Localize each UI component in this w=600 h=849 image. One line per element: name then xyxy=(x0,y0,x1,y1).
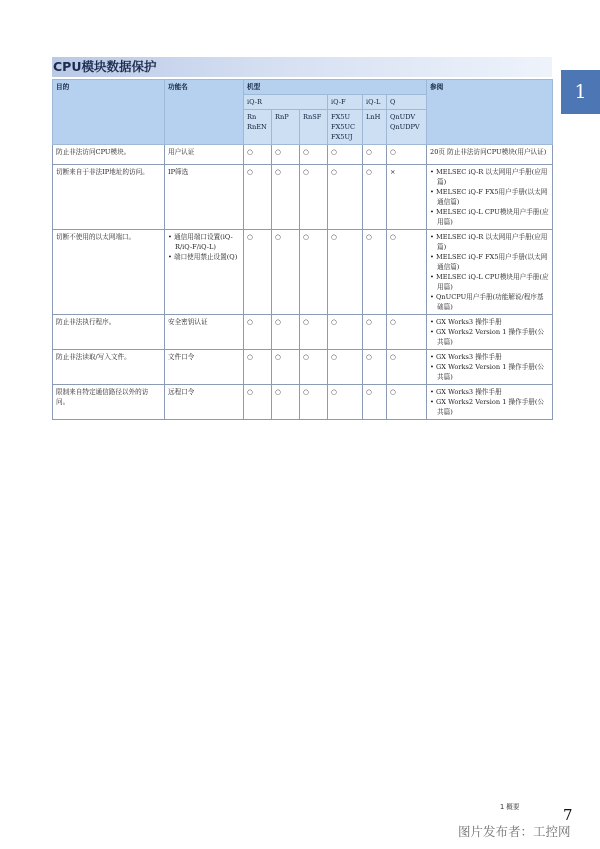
support-mark: ○ xyxy=(272,145,300,165)
support-mark: ○ xyxy=(272,230,300,315)
reference-item: • MELSEC iQ-R 以太网用户手册(应用篇) xyxy=(430,168,548,186)
model-header-fx5: FX5U FX5UC FX5UJ xyxy=(328,110,363,145)
table-row xyxy=(53,385,553,420)
col-header-function: 功能名 xyxy=(165,80,244,145)
table-row xyxy=(53,315,553,350)
support-mark: ○ xyxy=(300,230,328,315)
purpose-cell: 防止非法执行程序。 xyxy=(53,315,165,350)
model-header-lnh: LnH xyxy=(363,110,387,145)
reference-cell xyxy=(427,350,553,385)
support-mark: ○ xyxy=(272,165,300,230)
reference-item: • GX Works2 Version 1 操作手册(公共篇) xyxy=(430,398,545,416)
function-cell: 远程口令 xyxy=(165,385,244,420)
support-mark: ○ xyxy=(328,385,363,420)
watermark: 图片发布者：工控网 xyxy=(458,824,571,839)
support-mark: ○ xyxy=(387,385,427,420)
reference-item: • GX Works3 操作手册 xyxy=(430,353,502,361)
reference-link[interactable]: 20页 防止非法访问CPU模块(用户认证) xyxy=(430,148,547,156)
reference-item: • MELSEC iQ-F FX5用户手册(以太网通信篇) xyxy=(430,188,548,206)
series-header-iq-l: iQ-L xyxy=(363,95,387,110)
function-cell: 用户认证 xyxy=(165,145,244,165)
support-mark: ○ xyxy=(300,315,328,350)
purpose-cell: 防止非法读取/写入文件。 xyxy=(53,350,165,385)
unsupported-mark: × xyxy=(387,165,427,230)
support-mark: ○ xyxy=(244,230,272,315)
reference-item: • GX Works3 操作手册 xyxy=(430,318,502,326)
support-mark: ○ xyxy=(363,350,387,385)
purpose-cell: 切断来自于非法IP地址的访问。 xyxy=(53,165,165,230)
table-row xyxy=(53,230,553,315)
header-row-1 xyxy=(53,80,553,95)
col-header-model: 机型 xyxy=(244,80,427,95)
page-number: 7 xyxy=(563,806,573,824)
footer-section-label: 1 概要 xyxy=(500,803,520,811)
chapter-tab[interactable]: 1 xyxy=(561,70,600,114)
reference-item: • GX Works2 Version 1 操作手册(公共篇) xyxy=(430,328,545,346)
table-row xyxy=(53,350,553,385)
support-mark: ○ xyxy=(300,385,328,420)
series-header-iq-f: iQ-F xyxy=(328,95,363,110)
support-mark: ○ xyxy=(328,145,363,165)
data-protection-table xyxy=(52,79,553,420)
reference-item: • GX Works3 操作手册 xyxy=(430,388,502,396)
reference-item: • MELSEC iQ-R 以太网用户手册(应用篇) xyxy=(430,233,548,251)
col-header-purpose: 目的 xyxy=(53,80,165,145)
reference-cell xyxy=(427,315,553,350)
function-cell: 安全密钥认证 xyxy=(165,315,244,350)
support-mark: ○ xyxy=(387,145,427,165)
reference-cell xyxy=(427,230,553,315)
support-mark: ○ xyxy=(387,315,427,350)
model-header-rn: Rn RnEN xyxy=(244,110,272,145)
purpose-cell: 限制来自特定通信路径以外的访问。 xyxy=(53,385,165,420)
support-mark: ○ xyxy=(244,350,272,385)
reference-item: • MELSEC iQ-L CPU模块用户手册(应用篇) xyxy=(430,208,549,226)
function-cell xyxy=(165,230,244,315)
support-mark: ○ xyxy=(363,385,387,420)
support-mark: ○ xyxy=(387,350,427,385)
model-header-qnudv: QnUDV QnUDPV xyxy=(387,110,427,145)
function-cell: 文件口令 xyxy=(165,350,244,385)
function-cell: IP筛选 xyxy=(165,165,244,230)
support-mark: ○ xyxy=(363,145,387,165)
col-header-reference: 参阅 xyxy=(427,80,553,145)
support-mark: ○ xyxy=(300,350,328,385)
reference-item: • QnUCPU用户手册(功能解说/程序基础篇) xyxy=(430,293,544,311)
table-row xyxy=(53,165,553,230)
support-mark: ○ xyxy=(244,385,272,420)
support-mark: ○ xyxy=(387,230,427,315)
support-mark: ○ xyxy=(363,315,387,350)
support-mark: ○ xyxy=(300,165,328,230)
support-mark: ○ xyxy=(328,315,363,350)
support-mark: ○ xyxy=(300,145,328,165)
purpose-cell: 切断不使用的以太网端口。 xyxy=(53,230,165,315)
series-header-iq-r: iQ-R xyxy=(244,95,328,110)
section-title: CPU模块数据保护 xyxy=(53,59,157,74)
support-mark: ○ xyxy=(328,350,363,385)
support-mark: ○ xyxy=(363,165,387,230)
reference-item: • GX Works2 Version 1 操作手册(公共篇) xyxy=(430,363,545,381)
function-item: • 通信用端口设置(iQ-R/iQ-F/iQ-L) xyxy=(168,233,233,251)
reference-cell xyxy=(427,145,553,165)
reference-item: • MELSEC iQ-L CPU模块用户手册(应用篇) xyxy=(430,273,549,291)
reference-cell xyxy=(427,385,553,420)
support-mark: ○ xyxy=(328,230,363,315)
model-header-rnsf: RnSF xyxy=(300,110,328,145)
reference-cell xyxy=(427,165,553,230)
support-mark: ○ xyxy=(244,145,272,165)
support-mark: ○ xyxy=(272,315,300,350)
support-mark: ○ xyxy=(244,165,272,230)
table-row xyxy=(53,145,553,165)
support-mark: ○ xyxy=(272,385,300,420)
reference-item: • MELSEC iQ-F FX5用户手册(以太网通信篇) xyxy=(430,253,548,271)
support-mark: ○ xyxy=(328,165,363,230)
support-mark: ○ xyxy=(363,230,387,315)
support-mark: ○ xyxy=(272,350,300,385)
function-item: • 端口使用禁止设置(Q) xyxy=(168,253,238,261)
purpose-cell: 防止非法访问CPU模块。 xyxy=(53,145,165,165)
series-header-q: Q xyxy=(387,95,427,110)
support-mark: ○ xyxy=(244,315,272,350)
model-header-rnp: RnP xyxy=(272,110,300,145)
